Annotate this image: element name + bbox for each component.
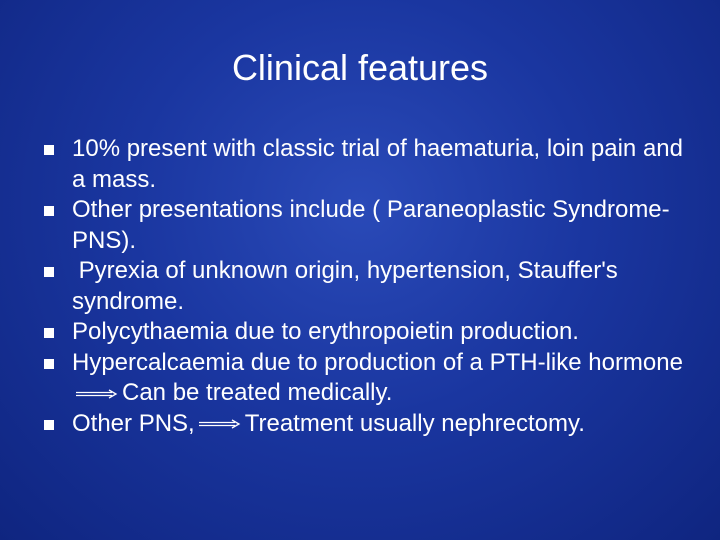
bullet-item <box>72 409 692 440</box>
bullet-text: 10% present with classic trial of haematuria, loin pain and a mass. <box>72 135 683 193</box>
right-arrow-icon <box>76 389 118 399</box>
square-bullet-icon <box>44 145 54 155</box>
bullet-text: Pyrexia of unknown origin, hypertension, Stauffer's syndrome. <box>72 257 625 315</box>
bullet-item <box>72 348 692 409</box>
square-bullet-icon <box>44 359 54 369</box>
bullet-item <box>72 317 692 348</box>
bullet-text: Other presentations include ( Paraneoplastic Syndrome- PNS). <box>72 196 670 254</box>
slide-title: Clinical features <box>231 47 489 88</box>
square-bullet-icon <box>44 420 54 430</box>
bullet-item <box>72 256 692 317</box>
bullet-list <box>72 134 692 439</box>
right-arrow-icon <box>199 419 241 429</box>
bullet-text-after-arrow: Can be treated medically. <box>122 379 393 406</box>
bullet-text-after-arrow: Treatment usually nephrectomy. <box>244 409 585 437</box>
bullet-item <box>72 195 692 256</box>
bullet-text: Polycythaemia due to erythropoietin production. <box>72 318 579 345</box>
bullet-text-before-arrow: Other PNS, <box>72 409 195 437</box>
square-bullet-icon <box>44 328 54 338</box>
square-bullet-icon <box>44 206 54 216</box>
bullet-text-before-arrow: Hypercalcaemia due to production of a PTH-like hormone <box>72 348 683 376</box>
bullet-item <box>72 134 692 195</box>
square-bullet-icon <box>44 267 54 277</box>
